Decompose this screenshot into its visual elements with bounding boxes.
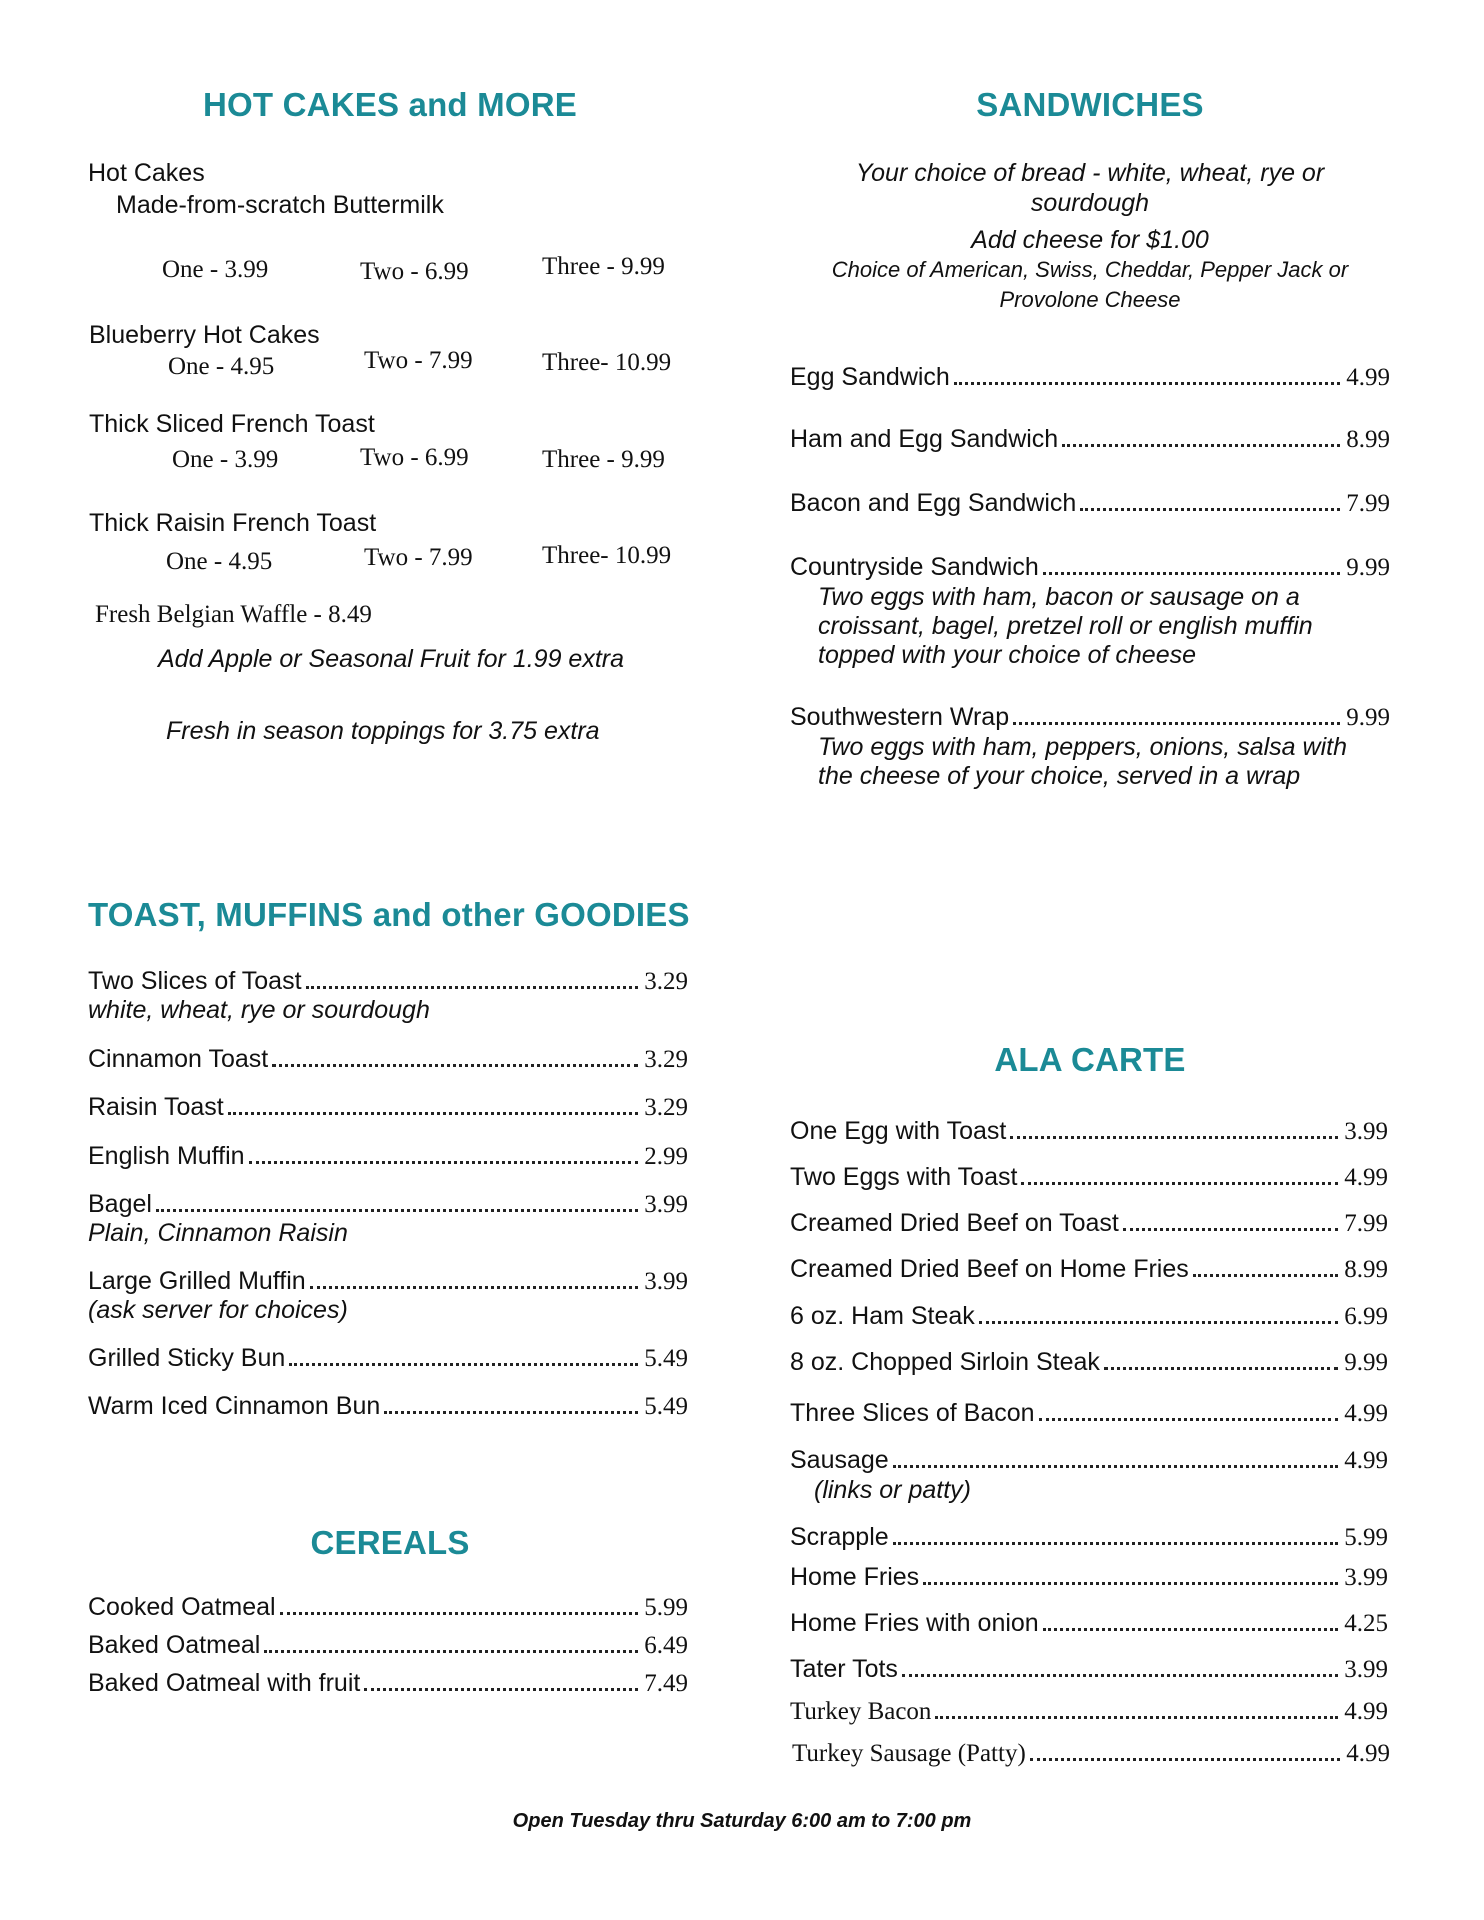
item-name: Bacon and Egg Sandwich (790, 489, 1077, 517)
item-name: Creamed Dried Beef on Home Fries (790, 1255, 1189, 1283)
dot-leader (1039, 1418, 1339, 1421)
dot-leader (893, 1465, 1339, 1468)
item-name: Home Fries (790, 1563, 920, 1591)
item-name: Creamed Dried Beef on Toast (790, 1209, 1119, 1237)
item-price: 2.99 (644, 1143, 688, 1170)
item-price: 4.25 (1344, 1610, 1388, 1637)
item-desc: Two eggs with ham, peppers, onions, salsa with (818, 733, 1347, 761)
item-name: Two Eggs with Toast (790, 1163, 1018, 1191)
blueberry-price-three: Three- 10.99 (542, 349, 672, 376)
dot-leader (1043, 572, 1341, 575)
dot-leader (1104, 1367, 1338, 1370)
item-name: Cinnamon Toast (88, 1045, 269, 1073)
hot-cakes-price-one: One - 3.99 (162, 256, 269, 283)
hot-cakes-price-two: Two - 6.99 (360, 258, 469, 285)
item-price: 9.99 (1346, 704, 1390, 731)
waffle-note: Add Apple or Seasonal Fruit for 1.99 extra (158, 645, 625, 673)
opening-hours: Open Tuesday thru Saturday 6:00 am to 7:00 pm (512, 1810, 972, 1832)
french-toast-label: Thick Sliced French Toast (89, 410, 375, 438)
dot-leader (1062, 444, 1340, 447)
item-price: 3.99 (1344, 1564, 1388, 1591)
alacarte-title: ALA CARTE (994, 1041, 1186, 1078)
blueberry-price-one: One - 4.95 (168, 353, 275, 380)
dot-leader (979, 1321, 1338, 1324)
menu-item (88, 1630, 688, 1661)
item-desc: (ask server for choices) (88, 1296, 348, 1324)
item-price: 5.99 (1344, 1524, 1388, 1551)
sandwich-intro-choice-line1: Choice of American, Swiss, Cheddar, Pepper Jack or (831, 257, 1349, 282)
dot-leader (1123, 1228, 1338, 1231)
dot-leader (264, 1650, 638, 1653)
dot-leader (1030, 1758, 1340, 1761)
item-price: 3.99 (644, 1268, 688, 1295)
item-name: 6 oz. Ham Steak (790, 1302, 975, 1330)
item-name: Home Fries with onion (790, 1609, 1039, 1637)
item-name: Baked Oatmeal (88, 1631, 261, 1659)
item-price: 3.99 (1344, 1118, 1388, 1145)
item-price: 7.49 (644, 1670, 688, 1697)
sandwich-intro-choice (770, 255, 1410, 315)
item-price: 3.99 (1344, 1656, 1388, 1683)
item-price: 4.99 (1346, 364, 1390, 391)
blueberry-label: Blueberry Hot Cakes (89, 321, 320, 349)
dot-leader (364, 1688, 638, 1691)
item-name: Baked Oatmeal with fruit (88, 1669, 361, 1697)
raisin-toast-price-three: Three- 10.99 (542, 542, 672, 569)
dot-leader (1010, 1136, 1338, 1139)
item-price: 4.99 (1344, 1164, 1388, 1191)
dot-leader (280, 1612, 639, 1615)
raisin-toast-price-one: One - 4.95 (166, 548, 273, 575)
item-price: 3.29 (644, 1094, 688, 1121)
item-price: 4.99 (1346, 1740, 1390, 1767)
toppings-note: Fresh in season toppings for 3.75 extra (166, 717, 600, 745)
item-price: 8.99 (1344, 1256, 1388, 1283)
menu-item (790, 1522, 1388, 1553)
menu-item (88, 1092, 688, 1123)
item-name: Countryside Sandwich (790, 553, 1039, 581)
item-price: 7.99 (1346, 490, 1390, 517)
dot-leader (249, 1161, 639, 1164)
item-name: Sausage (790, 1446, 889, 1474)
item-price: 3.99 (644, 1191, 688, 1218)
item-price: 8.99 (1346, 426, 1390, 453)
item-name: Cooked Oatmeal (88, 1593, 276, 1621)
dot-leader (902, 1674, 1338, 1677)
item-name: One Egg with Toast (790, 1117, 1007, 1145)
item-name: Bagel (88, 1190, 152, 1218)
raisin-toast-price-two: Two - 7.99 (364, 544, 473, 571)
dot-leader (935, 1716, 1338, 1719)
item-name: Scrapple (790, 1523, 889, 1551)
dot-leader (384, 1411, 638, 1414)
menu-item (790, 1301, 1388, 1332)
item-price: 4.99 (1344, 1400, 1388, 1427)
menu-item (88, 1044, 688, 1075)
item-price: 5.99 (644, 1594, 688, 1621)
hotcakes-title: HOT CAKES and MORE (203, 86, 577, 123)
dot-leader (306, 986, 639, 989)
dot-leader (1043, 1628, 1339, 1631)
hot-cakes-desc: Made-from-scratch Buttermilk (116, 191, 444, 219)
dot-leader (1021, 1182, 1338, 1185)
dot-leader (893, 1542, 1339, 1545)
item-name: Egg Sandwich (790, 363, 950, 391)
menu-item (790, 362, 1390, 393)
item-desc: croissant, bagel, pretzel roll or english muffin (818, 612, 1313, 640)
menu-item (790, 1445, 1388, 1476)
menu-item (790, 1608, 1388, 1639)
toast-title: TOAST, MUFFINS and other GOODIES (88, 896, 690, 933)
dot-leader (1013, 722, 1340, 725)
item-price: 9.99 (1346, 554, 1390, 581)
item-name: English Muffin (88, 1142, 245, 1170)
item-name: 8 oz. Chopped Sirloin Steak (790, 1348, 1100, 1376)
menu-item (790, 1562, 1388, 1593)
item-name: Grilled Sticky Bun (88, 1344, 286, 1372)
menu-item (790, 1208, 1388, 1239)
item-name: Tater Tots (790, 1655, 898, 1683)
french-toast-price-two: Two - 6.99 (360, 444, 469, 471)
dot-leader (1080, 508, 1340, 511)
sandwich-intro-choice-line2: Provolone Cheese (999, 287, 1181, 312)
item-desc: Plain, Cinnamon Raisin (88, 1219, 348, 1247)
item-desc: (links or patty) (814, 1476, 971, 1504)
waffle-label: Fresh Belgian Waffle - 8.49 (95, 601, 372, 628)
menu-item (790, 1116, 1388, 1147)
item-name: Two Slices of Toast (88, 967, 302, 995)
menu-item (88, 966, 688, 997)
sandwich-intro-bread (790, 158, 1390, 218)
item-price: 9.99 (1344, 1349, 1388, 1376)
item-price: 3.29 (644, 1046, 688, 1073)
sandwich-intro-cheese: Add cheese for $1.00 (971, 226, 1209, 254)
item-name: Ham and Egg Sandwich (790, 425, 1059, 453)
sandwich-intro-bread-line1: Your choice of bread - white, wheat, rye or (855, 159, 1325, 187)
menu-item (88, 1592, 688, 1623)
item-desc: Two eggs with ham, bacon or sausage on a (818, 583, 1300, 611)
menu-item (790, 702, 1390, 733)
item-name: Warm Iced Cinnamon Bun (88, 1392, 381, 1420)
item-name: Turkey Sausage (Patty) (792, 1740, 1026, 1767)
item-price: 3.29 (644, 968, 688, 995)
menu-item (88, 1391, 688, 1422)
sandwich-intro-bread-line2: sourdough (1030, 189, 1150, 217)
menu-item (790, 488, 1390, 519)
menu-item (790, 424, 1390, 455)
menu-item (88, 1668, 688, 1699)
hot-cakes-label: Hot Cakes (88, 159, 205, 187)
menu-item (792, 1739, 1390, 1769)
french-toast-price-one: One - 3.99 (172, 446, 279, 473)
menu-item (790, 1162, 1388, 1193)
item-price: 6.49 (644, 1632, 688, 1659)
dot-leader (272, 1064, 638, 1067)
item-desc: white, wheat, rye or sourdough (88, 996, 430, 1024)
menu-item (790, 1254, 1388, 1285)
dot-leader (310, 1286, 639, 1289)
cereals-title: CEREALS (310, 1524, 470, 1561)
sandwiches-title: SANDWICHES (976, 86, 1204, 123)
dot-leader (228, 1112, 639, 1115)
menu-item (790, 1697, 1388, 1727)
blueberry-price-two: Two - 7.99 (364, 347, 473, 374)
menu-item (88, 1189, 688, 1220)
menu-item (790, 1347, 1388, 1378)
menu-item (88, 1343, 688, 1374)
item-name: Raisin Toast (88, 1093, 224, 1121)
raisin-toast-label: Thick Raisin French Toast (89, 509, 377, 537)
menu-item (88, 1141, 688, 1172)
item-price: 5.49 (644, 1393, 688, 1420)
item-name: Three Slices of Bacon (790, 1399, 1035, 1427)
french-toast-price-three: Three - 9.99 (542, 446, 665, 473)
menu-item (790, 1398, 1388, 1429)
dot-leader (954, 382, 1340, 385)
item-name: Turkey Bacon (790, 1698, 932, 1725)
menu-item (88, 1266, 688, 1297)
item-desc: topped with your choice of cheese (818, 641, 1197, 669)
dot-leader (156, 1209, 638, 1212)
item-name: Southwestern Wrap (790, 703, 1010, 731)
item-price: 4.99 (1344, 1447, 1388, 1474)
dot-leader (1193, 1274, 1338, 1277)
dot-leader (923, 1582, 1338, 1585)
menu-item (790, 1654, 1388, 1685)
item-price: 7.99 (1344, 1210, 1388, 1237)
item-price: 5.49 (644, 1345, 688, 1372)
dot-leader (289, 1363, 638, 1366)
menu-item (790, 552, 1390, 583)
item-price: 6.99 (1344, 1303, 1388, 1330)
hot-cakes-price-three: Three - 9.99 (542, 253, 665, 280)
item-price: 4.99 (1344, 1698, 1388, 1725)
item-desc: the cheese of your choice, served in a wrap (818, 762, 1301, 790)
item-name: Large Grilled Muffin (88, 1267, 306, 1295)
